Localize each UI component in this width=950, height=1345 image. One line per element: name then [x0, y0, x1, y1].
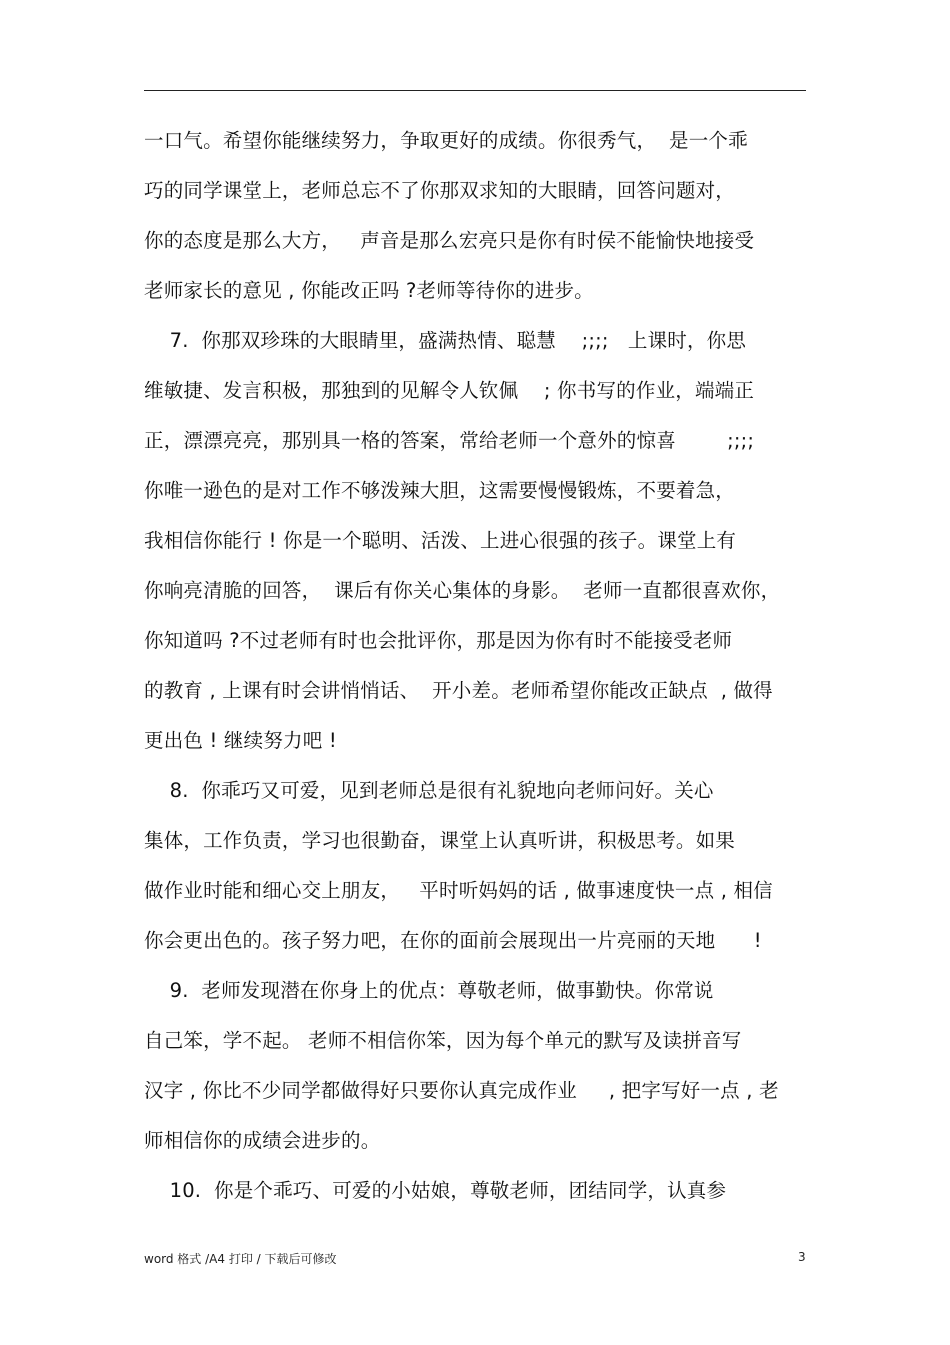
paragraph-9-start: 9. 老师发现潜在你身上的优点：尊敬老师，做事勤快。你常说	[144, 979, 714, 1002]
text-line: 汉字 , 你比不少同学都做得好只要你认真完成作业 , 把字写好一点 , 老	[144, 1079, 779, 1102]
paragraph-10-start: 10. 你是个乖巧、可爱的小姑娘，尊敬老师，团结同学，认真参	[144, 1179, 727, 1202]
text-line: 你的态度是那么大方， 声音是那么宏亮只是你有时侯不能愉快地接受	[144, 229, 755, 252]
text-line: 你响亮清脆的回答， 课后有你关心集体的身影。 老师一直都很喜欢你，	[144, 579, 781, 602]
text-line: 正，漂漂亮亮，那别具一格的答案，常给老师一个意外的惊喜 ;;;;	[144, 429, 755, 452]
page-number: 3	[798, 1250, 806, 1264]
paragraph-8-start: 8. 你乖巧又可爱，见到老师总是很有礼貌地向老师问好。关心	[144, 779, 714, 802]
header-rule	[144, 90, 806, 91]
paragraph-7-start: 7. 你那双珍珠的大眼睛里，盛满热情、聪慧 ;;;; 上课时，你思	[144, 329, 747, 352]
text-line: 自己笨，学不起。 老师不相信你笨，因为每个单元的默写及读拼音写	[144, 1029, 742, 1052]
text-line: 你会更出色的。孩子努力吧，在你的面前会展现出一片亮丽的天地 !	[144, 929, 762, 952]
text-line: 你唯一逊色的是对工作不够泼辣大胆，这需要慢慢锻炼，不要着急，	[144, 479, 736, 502]
text-line: 巧的同学课堂上，老师总忘不了你那双求知的大眼睛，回答问题对，	[144, 179, 736, 202]
footer-note: word 格式 /A4 打印 / 下载后可修改	[144, 1252, 337, 1266]
text-line: 的教育 , 上课有时会讲悄悄话、 开小差。老师希望你能改正缺点 , 做得	[144, 679, 773, 702]
text-line: 更出色 ! 继续努力吧 !	[144, 729, 337, 752]
text-line: 你知道吗 ?不过老师有时也会批评你，那是因为你有时不能接受老师	[144, 629, 733, 652]
text-line: 师相信你的成绩会进步的。	[144, 1129, 381, 1152]
text-line: 一口气。希望你能继续努力，争取更好的成绩。你很秀气， 是一个乖	[144, 129, 748, 152]
text-line: 做作业时能和细心交上朋友， 平时听妈妈的话 , 做事速度快一点 , 相信	[144, 879, 773, 902]
text-line: 我相信你能行 ! 你是一个聪明、活泼、上进心很强的孩子。课堂上有	[144, 529, 737, 552]
text-line: 集体，工作负责，学习也很勤奋，课堂上认真听讲，积极思考。如果	[144, 829, 736, 852]
document-body	[144, 122, 824, 1222]
text-line: 老师家长的意见 , 你能改正吗 ?老师等待你的进步。	[144, 279, 594, 302]
text-line: 维敏捷、发言积极，那独到的见解令人钦佩 ; 你书写的作业，端端正	[144, 379, 755, 402]
